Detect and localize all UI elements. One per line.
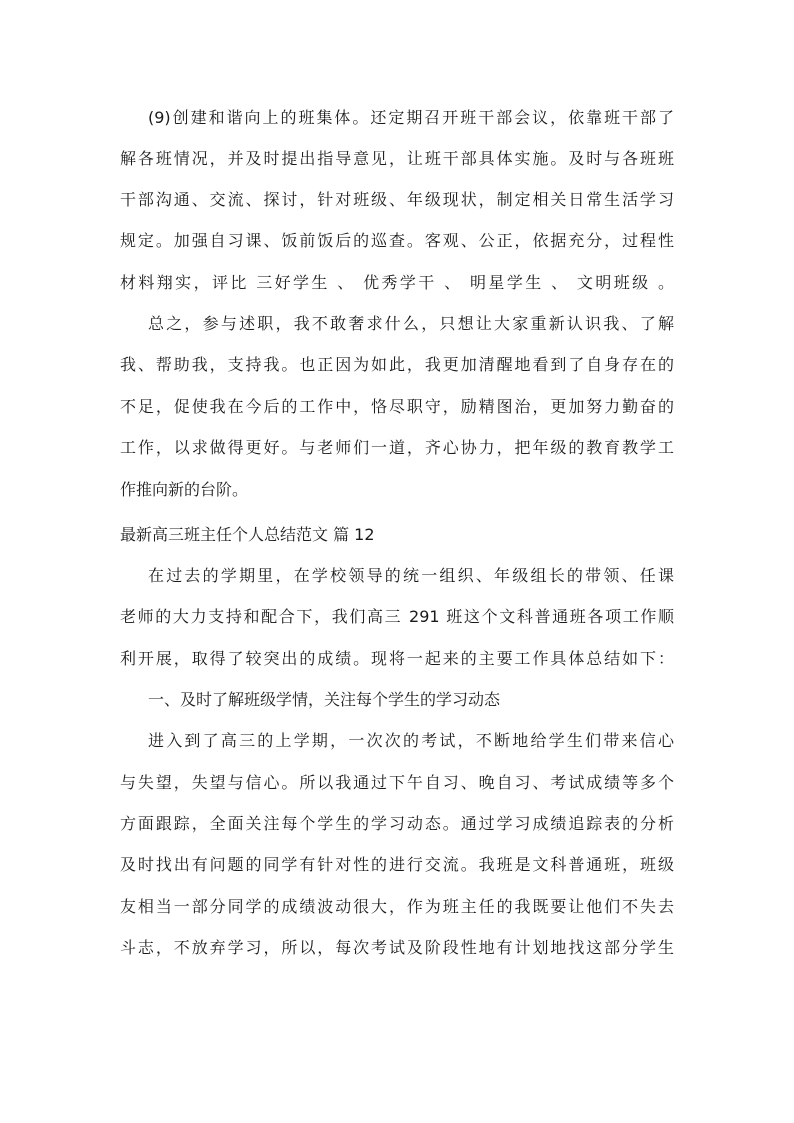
text-line: 总之，参与述职，我不敢奢求什么，只想让大家重新认识我、了解 xyxy=(148,314,674,333)
text-line: 在过去的学期里，在学校领导的统一组织、年级组长的带领、任课 xyxy=(148,566,674,585)
text-line: 工作，以求做得更好。与老师们一道，齐心协力，把年级的教育教学工 xyxy=(120,438,674,457)
text-line: 解各班情况，并及时提出指导意见，让班干部具体实施。及时与各班班 xyxy=(120,149,674,168)
text-line: 我、帮助我，支持我。也正因为如此，我更加清醒地看到了自身存在的 xyxy=(120,355,674,374)
text-line: 进入到了高三的上学期，一次次的考试，不断地给学生们带来信心 xyxy=(148,731,674,750)
article-heading: 最新高三班主任个人总结范文 篇 12 xyxy=(120,525,375,544)
text-line: 作推向新的台阶。 xyxy=(120,480,249,499)
text-line: (9)创建和谐向上的班集体。还定期召开班干部会议，依靠班干部了 xyxy=(148,108,674,127)
text-line: 及时找出有问题的同学有针对性的进行交流。我班是文科普通班，班级 xyxy=(120,855,674,874)
text-line: 规定。加强自习课、饭前饭后的巡查。客观、公正，依据充分，过程性 xyxy=(120,231,674,250)
text-line: 干部沟通、交流、探讨，针对班级、年级现状，制定相关日常生活学习 xyxy=(120,190,674,209)
section-heading: 一、及时了解班级学情，关注每个学生的学习动态 xyxy=(148,690,501,709)
text-line: 方面跟踪，全面关注每个学生的学习动态。通过学习成绩追踪表的分析 xyxy=(120,814,674,833)
text-line: 斗志，不放弃学习，所以，每次考试及阶段性地有计划地找这部分学生 xyxy=(120,938,674,957)
text-line: 利开展，取得了较突出的成绩。现将一起来的主要工作具体总结如下： xyxy=(120,649,674,668)
text-line: 友相当一部分同学的成绩波动很大，作为班主任的我既要让他们不失去 xyxy=(120,897,674,916)
text-line: 材料翔实，评比 三好学生 、 优秀学干 、 明星学生 、 文明班级 。 xyxy=(120,273,674,292)
text-line: 与失望，失望与信心。所以我通过下午自习、晚自习、考试成绩等多个 xyxy=(120,773,674,792)
text-line: 老师的大力支持和配合下，我们高三 291 班这个文科普通班各项工作顺 xyxy=(120,607,674,626)
text-line: 不足，促使我在今后的工作中，恪尽职守，励精图治，更加努力勤奋的 xyxy=(120,397,674,416)
